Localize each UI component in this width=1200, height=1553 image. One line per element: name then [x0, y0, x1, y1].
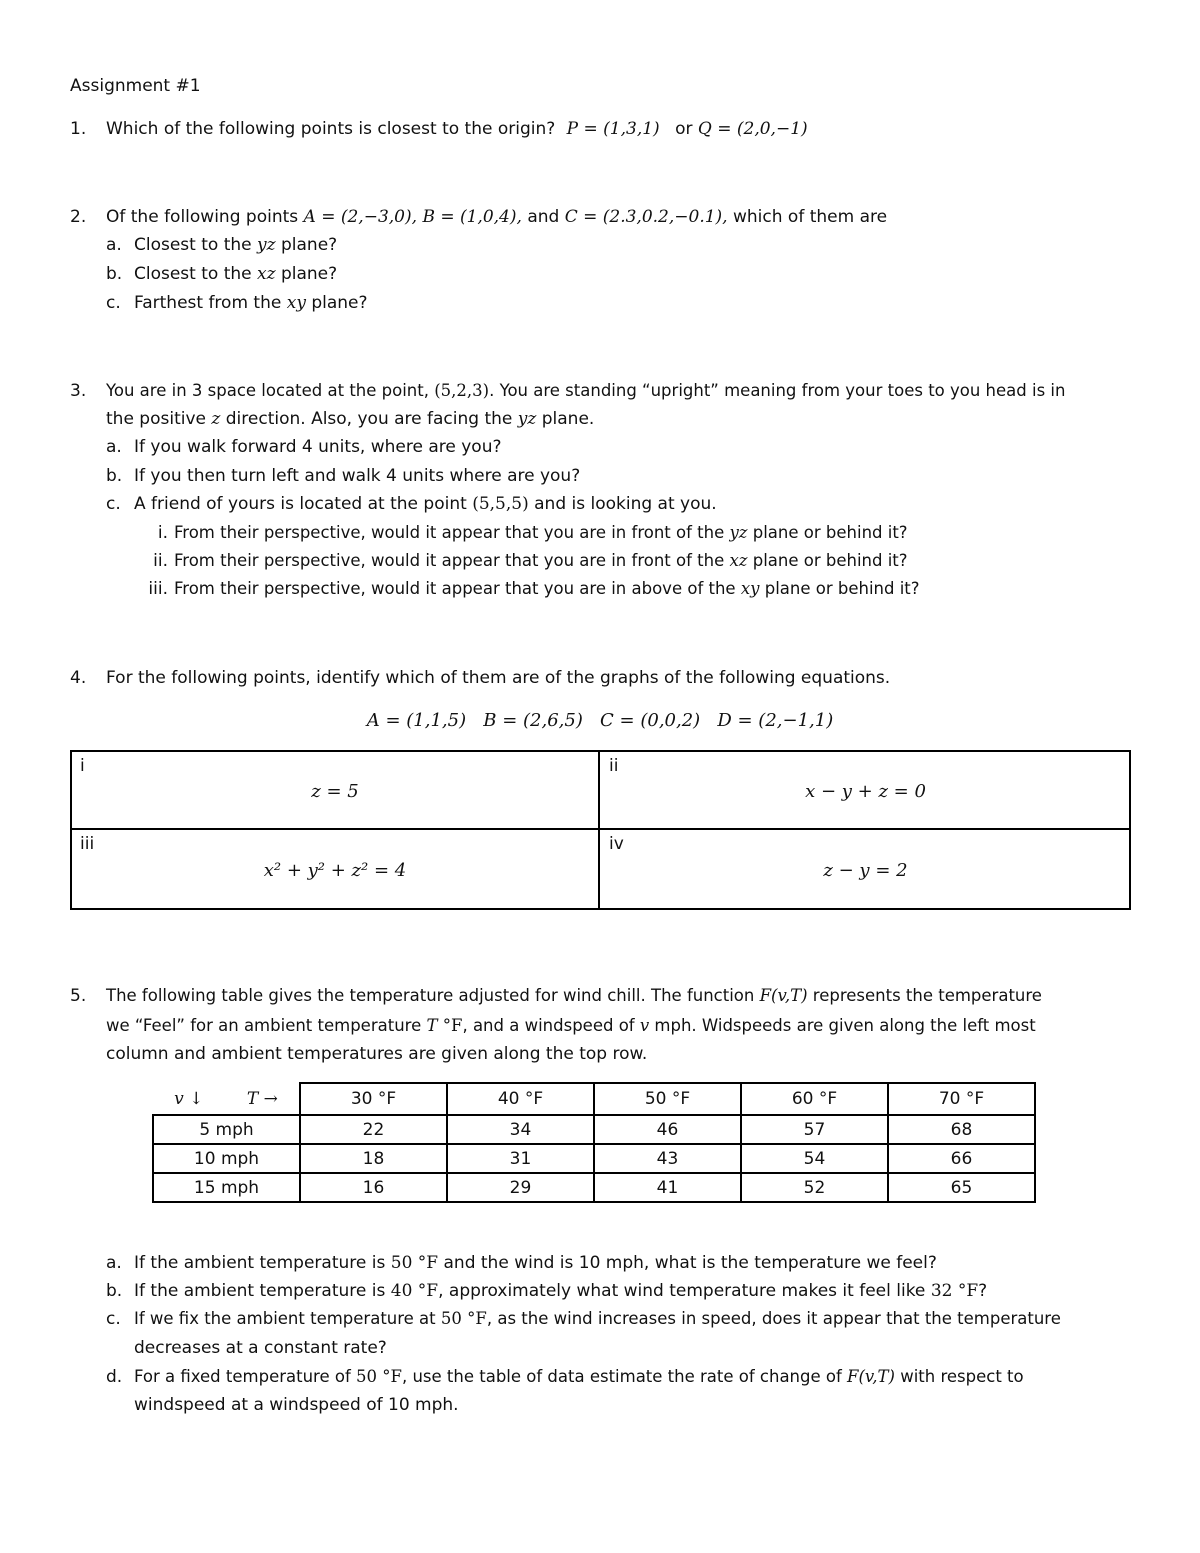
table-header-cell: 60 °F	[741, 1083, 888, 1115]
q4-cell-i-equation: z = 5	[311, 781, 359, 802]
table-cell: 68	[888, 1115, 1035, 1144]
q3ci-text	[174, 523, 908, 542]
q5a-post: and the wind is 10 mph, what is the temperature we feel?	[443, 1253, 937, 1273]
q4-grid-vdivider	[598, 750, 600, 910]
q2c-post: plane?	[311, 293, 368, 313]
q2c-label: c.	[106, 293, 121, 313]
q5-line1-pre: The following table gives the temperature adjusted for wind chill. The function	[106, 986, 755, 1005]
table-cell: 18	[300, 1144, 447, 1173]
table-speed-cell: 5 mph	[153, 1115, 300, 1144]
table-speed-cell: 10 mph	[153, 1144, 300, 1173]
q4-number: 4.	[70, 668, 87, 688]
q3ciii-text	[174, 579, 920, 598]
q5a-text	[134, 1253, 937, 1273]
q2b-post: plane?	[280, 264, 338, 284]
q5a-pre: If the ambient temperature is	[134, 1253, 386, 1273]
q5c-line2: decreases at a constant rate?	[134, 1338, 387, 1358]
q5-line1-fn: F(v,T)	[759, 986, 808, 1005]
q2c-text	[134, 293, 368, 313]
q5-line2-unit: °F	[442, 1016, 463, 1035]
table-cell: 41	[594, 1173, 741, 1202]
q2a-pre: Closest to the	[134, 235, 252, 255]
q2-point-b: B = (1,0,4),	[422, 207, 522, 227]
q5-line2	[106, 1016, 1036, 1035]
q5-line2-v: v	[639, 1016, 650, 1035]
q3-line1	[106, 381, 1065, 400]
q5-line2-T: T	[426, 1016, 438, 1035]
q4-cell-iv-label: iv	[609, 834, 624, 854]
q2b-label: b.	[106, 264, 123, 284]
q3b-label: b.	[106, 466, 123, 486]
q4-equations-grid	[70, 750, 1131, 910]
q3ci-post: plane or behind it?	[752, 523, 908, 542]
q4-points: A = (1,1,5) B = (2,6,5) C = (0,0,2) D = (2,−1,1)	[366, 710, 834, 731]
table-speed-cell: 15 mph	[153, 1173, 300, 1202]
q3cii-text	[174, 551, 908, 570]
q4-cell-ii-label: ii	[609, 756, 619, 776]
q3a-label: a.	[106, 437, 122, 457]
q3ciii-post: plane or behind it?	[764, 579, 920, 598]
q5b-text	[134, 1281, 987, 1301]
q3ci-pre: From their perspective, would it appear that you are in front of the	[174, 523, 725, 542]
q5c-pre: If we fix the ambient temperature at	[134, 1309, 436, 1328]
q3-point: (5,2,3)	[434, 381, 490, 400]
q5-line2-post: mph. Widspeeds are given along the left most	[654, 1016, 1036, 1035]
table-cell: 52	[741, 1173, 888, 1202]
q5c-post: , as the wind increases in speed, does it appear that the temperature	[486, 1309, 1061, 1328]
q1-text: Which of the following points is closest to the origin?	[106, 119, 556, 139]
q5-number: 5.	[70, 986, 87, 1006]
q2-point-a: A = (2,−3,0),	[303, 207, 418, 227]
q5b-pre: If the ambient temperature is	[134, 1281, 386, 1301]
table-row	[153, 1173, 1035, 1202]
q5d-post: with respect to	[900, 1367, 1024, 1386]
table-corner-t: T →	[246, 1088, 278, 1109]
q5d-label: d.	[106, 1367, 123, 1387]
q5c-label: c.	[106, 1309, 121, 1329]
q2c-pre: Farthest from the	[134, 293, 282, 313]
q2b-pre: Closest to the	[134, 264, 252, 284]
q3-line1-pre: You are in 3 space located at the point,	[106, 381, 429, 400]
q3ciii-pre: From their perspective, would it appear that you are in above of the	[174, 579, 736, 598]
q5d-fn: F(v,T)	[847, 1367, 895, 1386]
q2-and: and	[527, 207, 560, 227]
table-cell: 22	[300, 1115, 447, 1144]
q1-or: or	[675, 119, 693, 139]
table-header-cell: 70 °F	[888, 1083, 1035, 1115]
table-cell: 16	[300, 1173, 447, 1202]
table-cell: 29	[447, 1173, 594, 1202]
q5d-text	[134, 1367, 1024, 1386]
q2-line	[106, 207, 887, 227]
q5b-val2: 32 °F	[930, 1281, 979, 1301]
table-header-row	[153, 1083, 1035, 1115]
q1-point-q: Q = (2,0,−1)	[697, 119, 808, 139]
q2-tail: which of them are	[733, 207, 888, 227]
q1-number: 1.	[70, 119, 87, 139]
q3a-text: If you walk forward 4 units, where are you?	[134, 437, 502, 457]
q2-intro: Of the following points	[106, 207, 299, 227]
q3-line2-pre: the positive	[106, 409, 206, 429]
q5d-pre: For a fixed temperature of	[134, 1367, 351, 1386]
q5d-mid: , use the table of data estimate the rate of change of	[401, 1367, 842, 1386]
table-cell: 34	[447, 1115, 594, 1144]
q2a-var: yz	[257, 235, 276, 255]
q3c-post: and is looking at you.	[534, 494, 717, 514]
table-cell: 54	[741, 1144, 888, 1173]
q2c-var: xy	[286, 293, 306, 313]
table-header-cell: 50 °F	[594, 1083, 741, 1115]
q5a-label: a.	[106, 1253, 122, 1273]
q3ciii-var: xy	[740, 579, 760, 598]
q3ci-label: i.	[157, 523, 168, 543]
q5d-line2: windspeed at a windspeed of 10 mph.	[134, 1395, 459, 1415]
q3c-point: (5,5,5)	[472, 494, 529, 514]
q1-line	[106, 119, 808, 139]
table-corner-v: v ↓	[174, 1088, 204, 1109]
table-header-cell: 30 °F	[300, 1083, 447, 1115]
q5-line2-pre: we “Feel” for an ambient temperature	[106, 1016, 422, 1035]
q4-cell-ii-equation: x − y + z = 0	[805, 781, 926, 802]
table-corner-cell	[153, 1083, 300, 1115]
q4-cell-iii-equation: x² + y² + z² = 4	[263, 860, 407, 881]
table-cell: 66	[888, 1144, 1035, 1173]
table-cell: 43	[594, 1144, 741, 1173]
table-cell: 46	[594, 1115, 741, 1144]
q3b-text: If you then turn left and walk 4 units where are you?	[134, 466, 581, 486]
q5a-val: 50 °F	[390, 1253, 439, 1273]
q5-line2-mid: , and a windspeed of	[462, 1016, 635, 1035]
q3cii-var: xz	[729, 551, 748, 570]
q4-cell-i-label: i	[80, 756, 85, 776]
q2b-text	[134, 264, 337, 284]
q3-line2-var2: yz	[517, 409, 537, 429]
q3-line2	[106, 409, 594, 429]
q1-point-p: P = (1,3,1)	[566, 119, 660, 139]
table-cell: 31	[447, 1144, 594, 1173]
q3c-pre: A friend of yours is located at the point	[134, 494, 467, 514]
q4-cell-iii-label: iii	[80, 834, 95, 854]
table-cell: 65	[888, 1173, 1035, 1202]
q3-number: 3.	[70, 381, 87, 401]
q2a-text	[134, 235, 337, 255]
q3ciii-label: iii.	[148, 579, 168, 599]
table-row	[153, 1144, 1035, 1173]
q2a-label: a.	[106, 235, 122, 255]
q5d-val: 50 °F	[356, 1367, 402, 1386]
page-title: Assignment #1	[70, 76, 201, 96]
q3-line2-var: z	[211, 409, 221, 429]
q3cii-post: plane or behind it?	[752, 551, 908, 570]
q2-number: 2.	[70, 207, 87, 227]
q3-line2-post: plane.	[541, 409, 595, 429]
q5b-val: 40 °F	[390, 1281, 439, 1301]
q4-cell-iv-equation: z − y = 2	[823, 860, 908, 881]
q5-line1	[106, 986, 1042, 1005]
q5-line3: column and ambient temperatures are given along the top row.	[106, 1044, 648, 1064]
table-header-cell: 40 °F	[447, 1083, 594, 1115]
q2b-var: xz	[257, 264, 276, 284]
q5b-mid: , approximately what wind temperature makes it feel like	[438, 1281, 926, 1301]
q5c-val: 50 °F	[440, 1309, 487, 1328]
table-cell: 57	[741, 1115, 888, 1144]
q5b-post: ?	[978, 1281, 988, 1301]
q4-text: For the following points, identify which of them are of the graphs of the following equations.	[106, 668, 891, 688]
table-row	[153, 1115, 1035, 1144]
q3-line2-mid: direction. Also, you are facing the	[225, 409, 513, 429]
q3-line1-post: . You are standing “upright” meaning from your toes to you head is in	[489, 381, 1066, 400]
q3cii-label: ii.	[153, 551, 168, 571]
q2-point-c: C = (2.3,0.2,−0.1),	[564, 207, 728, 227]
q3ci-var: yz	[729, 523, 748, 542]
q5-line1-post: represents the temperature	[812, 986, 1042, 1005]
q5c-text	[134, 1309, 1061, 1328]
q5b-label: b.	[106, 1281, 123, 1301]
q4-grid-hdivider	[70, 828, 1131, 830]
q3c-label: c.	[106, 494, 121, 514]
q3c-text	[134, 494, 717, 514]
q2a-post: plane?	[280, 235, 338, 255]
windchill-table	[152, 1082, 1036, 1203]
q3cii-pre: From their perspective, would it appear that you are in front of the	[174, 551, 725, 570]
